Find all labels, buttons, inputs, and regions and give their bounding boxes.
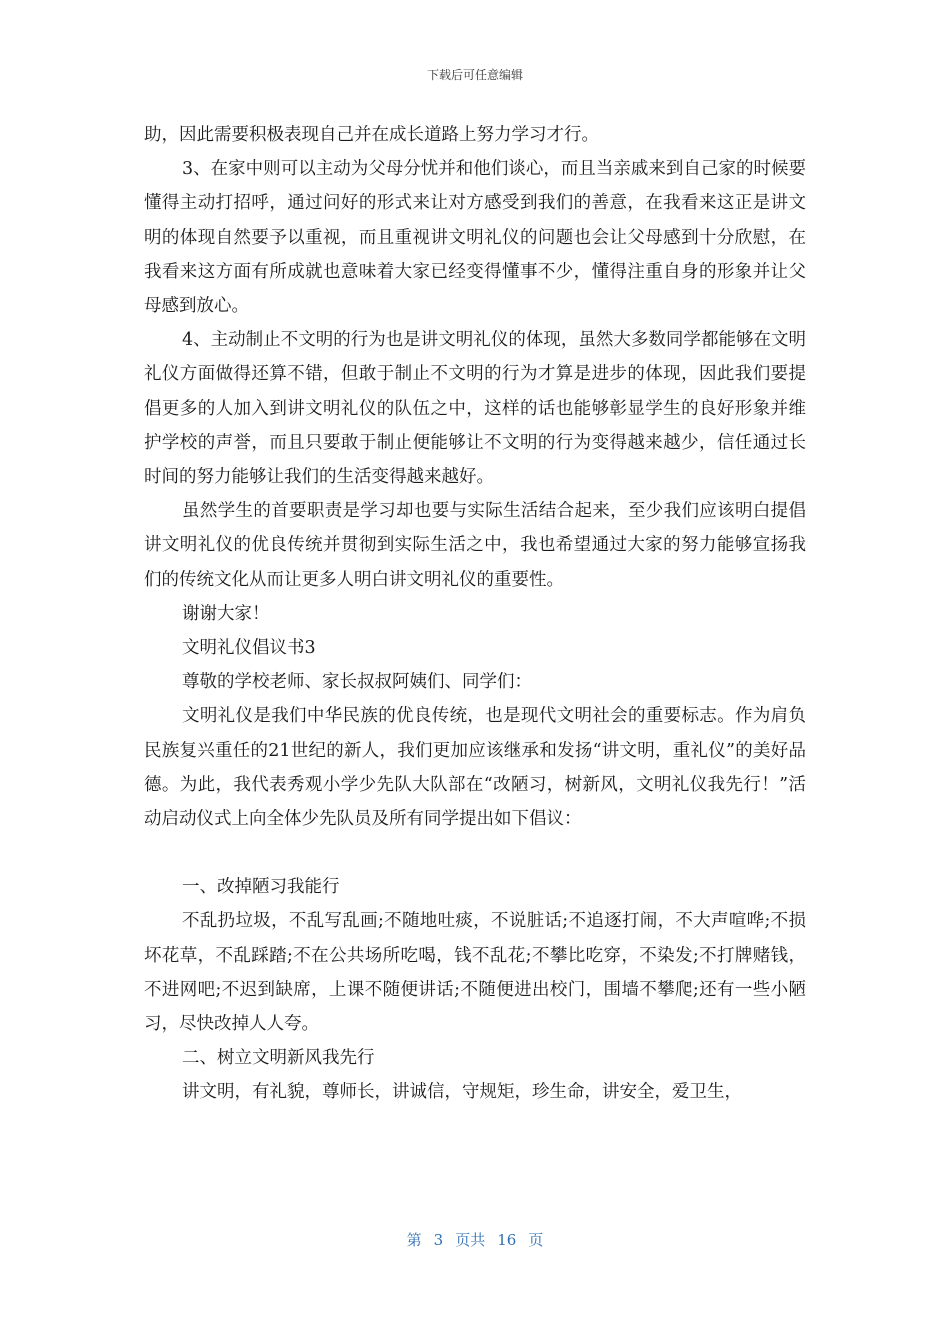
page-header-note: 下载后可任意编辑 xyxy=(426,68,523,82)
paragraph: 尊敬的学校老师、家长叔叔阿姨们、同学们： xyxy=(182,672,532,693)
paragraph: 4、主动制止不文明的行为也是讲文明礼仪的体现，虽然大多数同学都能够在文明礼仪方面做得还算不错，但敢于制止不文明的行为才算是进步的体现，因此我们要提倡更多的人加入到讲文明礼仪的队伍之中，这样的话也能够彰显学生的良好形象并维护学校的声誉，而且只要敢于制止便能够让不文明的行为变得越来越少，信任通过长时间的努力能够让我们的生活变得越来越好。 xyxy=(144,330,806,488)
blank-line xyxy=(144,836,806,870)
footer-suffix: 页 xyxy=(528,1231,544,1249)
paragraph: 文明礼仪是我们中华民族的优良传统，也是现代文明社会的重要标志。作为肩负民族复兴重任的21世纪的新人，我们更加应该继承和发扬“讲文明，重礼仪”的美好品德。为此，我代表秀观小学少先队大队部在“改陋习，树新风，文明礼仪我先行！”活动启动仪式上向全体少先队员及所有同学提出如下倡议： xyxy=(144,706,806,830)
document-body xyxy=(144,118,806,1110)
footer-current-page: 3 xyxy=(433,1231,444,1249)
paragraph: 一、改掉陋习我能行 xyxy=(182,877,340,898)
paragraph: 讲文明，有礼貌，尊师长，讲诚信，守规矩，珍生命，讲安全，爱卫生， xyxy=(182,1082,742,1103)
paragraph: 虽然学生的首要职责是学习却也要与实际生活结合起来，至少我们应该明白提倡讲文明礼仪的优良传统并贯彻到实际生活之中，我也希望通过大家的努力能够宣扬我们的传统文化从而让更多人明白讲文明礼仪的重要性。 xyxy=(144,501,806,590)
paragraph: 3、在家中则可以主动为父母分忧并和他们谈心，而且当亲戚来到自己家的时候要懂得主动打招呼，通过问好的形式来让对方感受到我们的善意，在我看来这正是讲文明的体现自然要予以重视，而且重视讲文明礼仪的问题也会让父母感到十分欣慰，在我看来这方面有所成就也意味着大家已经变得懂事不少，懂得注重自身的形象并让父母感到放心。 xyxy=(144,159,806,317)
paragraph: 文明礼仪倡议书3 xyxy=(182,638,316,659)
paragraph: 不乱扔垃圾，不乱写乱画;不随地吐痰，不说脏话;不追逐打闹，不大声喧哗;不损坏花草，不乱踩踏;不在公共场所吃喝，钱不乱花;不攀比吃穿，不染发;不打牌赌钱，不进网吧;不迟到缺席，上课不随便讲话;不随便进出校门，围墙不攀爬;还有一些小陋习，尽快改掉人人夸。 xyxy=(144,911,806,1035)
paragraph: 二、树立文明新风我先行 xyxy=(182,1048,375,1069)
page-footer xyxy=(0,1229,950,1250)
footer-middle: 页共 xyxy=(455,1231,486,1249)
paragraph: 助，因此需要积极表现自己并在成长道路上努力学习才行。 xyxy=(144,125,599,145)
paragraph: 谢谢大家！ xyxy=(182,603,270,624)
footer-total-pages: 16 xyxy=(497,1231,517,1249)
footer-prefix: 第 xyxy=(406,1231,422,1249)
